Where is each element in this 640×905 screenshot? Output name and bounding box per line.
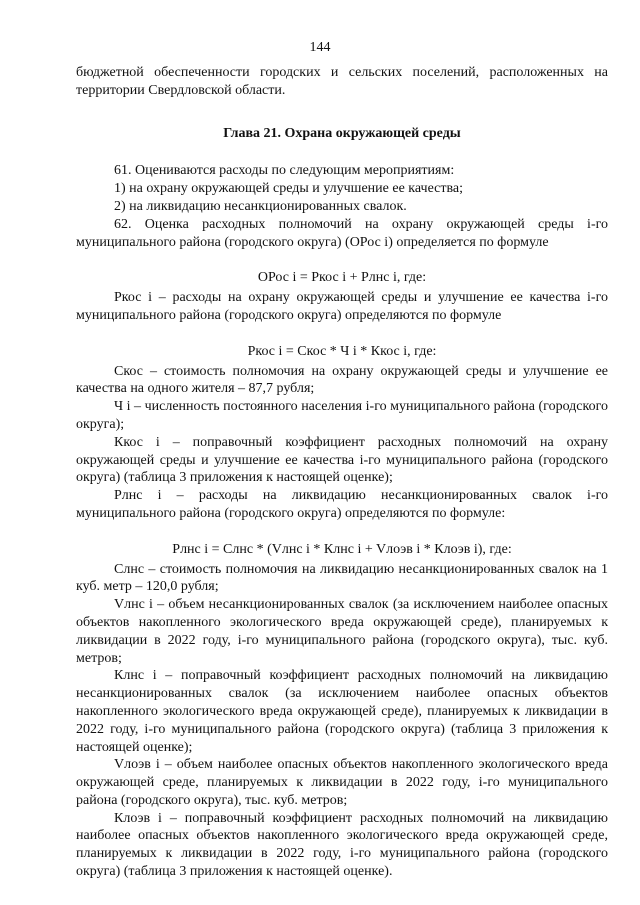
definition-vlns: Vлнс i – объем несанкционированных свалок (за исключением наиболее опасных объектов накопленного экологического вреда окружающей среде), планируемых к ликвидации в 2022 году, i-го муниципального района (городского округа), тыс. куб. метров; — [76, 597, 608, 666]
definition-slns: Слнс – стоимость полномочия на ликвидацию несанкционированных свалок на 1 куб. метр – 120,0 рубля; — [76, 561, 608, 595]
definition-kloev: Клоэв i – поправочный коэффициент расходных полномочий на ликвидацию наиболее опасных объектов накопленного экологического вреда окружающей среде, планируемых к ликвидации в 2022 году, i-го муниципального района (городского округа) (таблица 3 приложения к настоящей оценке). — [76, 810, 608, 880]
definition-rlns: Рлнс i – расходы на ликвидацию несанкционированных свалок i-го муниципального района (городского округа) определяются по формуле: — [76, 488, 608, 521]
list-item-1: 1) на охрану окружающей среды и улучшение ее качества; — [114, 181, 463, 197]
page-number: 144 — [309, 40, 331, 55]
definition-vloev: Vлоэв i – объем наиболее опасных объектов накопленного экологического вреда окружающей среде, планируемых к ликвидации в 2022 году, i-го муниципального района (городского округа), тыс. куб. метров; — [76, 757, 608, 808]
definition-kkos: Ккос i – поправочный коэффициент расходных полномочий на охрану окружающей среды и улучшение ее качества i-го муниципального района (городского округа) (таблица 3 приложения к настоящей оценке); — [76, 434, 608, 486]
document-body — [76, 64, 608, 881]
formula-oros: ОРос i = Ркос i + Рлнс i, где: — [257, 270, 427, 286]
definition-rkos: Ркос i – расходы на охрану окружающей среды и улучшение ее качества i-го муниципального района (городского округа) определяются по формуле — [76, 290, 608, 323]
definition-ch: Ч i – численность постоянного населения i-го муниципального района (городского округа); — [76, 399, 608, 432]
paragraph-62: 62. Оценка расходных полномочий на охрану окружающей среды i-го муниципального района (городского округа) (ОРос i) определяется по формуле — [76, 216, 608, 250]
definition-klns: Клнс i – поправочный коэффициент расходных полномочий на ликвидацию несанкционированных свалок (за исключением наиболее опасных объектов накопленного экологического вреда окружающей среде), планируемых к ликвидации в 2022 году, i-го муниципального района (городского округа) (таблица 3 приложения к настоящей оценке); — [76, 668, 608, 755]
list-item-2: 2) на ликвидацию несанкционированных свалок. — [114, 198, 407, 214]
paragraph-61: 61. Оцениваются расходы по следующим мероприятиям: — [114, 163, 455, 179]
definition-skos: Скос – стоимость полномочия на охрану окружающей среды и улучшение ее качества на одного жителя – 87,7 рубля; — [76, 363, 608, 397]
formula-rlns: Рлнс i = Слнс * (Vлнс i * Клнс i + Vлоэв i * Клоэв i), где: — [172, 541, 512, 557]
formula-rkos: Ркос i = Скос * Ч i * Ккос i, где: — [247, 343, 437, 359]
chapter-heading: Глава 21. Охрана окружающей среды — [223, 125, 461, 141]
paragraph-continuation: бюджетной обеспеченности городских и сельских поселений, расположенных на территории Свердловской области. — [76, 65, 608, 98]
